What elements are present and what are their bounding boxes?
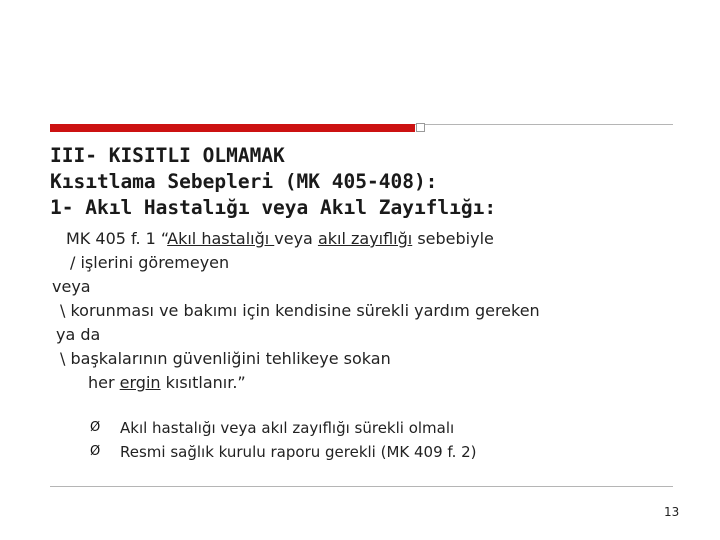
bullet-item-1: Akıl hastalığı veya akıl zayıflığı sürekli olmalı <box>120 419 455 437</box>
body-line-4: \ korunması ve bakımı için kendisine sürekli yardım gereken <box>60 301 540 320</box>
body-line-5: ya da <box>56 325 101 344</box>
body-line-7-text-a: her <box>88 373 120 392</box>
body-line-1-text-b: veya <box>274 229 318 248</box>
heading-line-3: 1- Akıl Hastalığı veya Akıl Zayıflığı: <box>50 196 497 219</box>
page-number: 13 <box>664 505 680 519</box>
heading-line-1: III- KISITLI OLMAMAK <box>50 144 285 167</box>
arrow-bullet-icon: Ø <box>90 420 101 435</box>
top-divider <box>415 124 673 125</box>
body-line-7 <box>88 373 246 393</box>
body-line-6: \ başkalarının güvenliğini tehlikeye sokan <box>60 349 391 368</box>
bottom-divider <box>50 486 673 487</box>
divider-square-marker <box>416 123 425 132</box>
body-line-1 <box>66 229 494 249</box>
arrow-bullet-icon: Ø <box>90 444 101 459</box>
body-line-3: veya <box>52 277 91 296</box>
body-line-1-underlined-2: akıl zayıflığı <box>317 229 413 248</box>
body-line-1-text-a: MK 405 f. 1 “ <box>66 229 168 248</box>
body-line-2: / işlerini göremeyen <box>70 253 230 272</box>
body-line-7-text-b: kısıtlanır.” <box>160 373 246 392</box>
bullet-item-2: Resmi sağlık kurulu raporu gerekli (MK 409 f. 2) <box>120 443 477 461</box>
slide-heading <box>50 143 496 221</box>
heading-line-2: Kısıtlama Sebepleri (MK 405-408): <box>50 170 438 193</box>
accent-red-bar <box>50 124 415 132</box>
body-line-1-underlined-1: Akıl hastalığı <box>167 229 275 248</box>
body-line-1-text-c: sebebiyle <box>412 229 494 248</box>
body-line-7-underlined: ergin <box>119 373 161 392</box>
